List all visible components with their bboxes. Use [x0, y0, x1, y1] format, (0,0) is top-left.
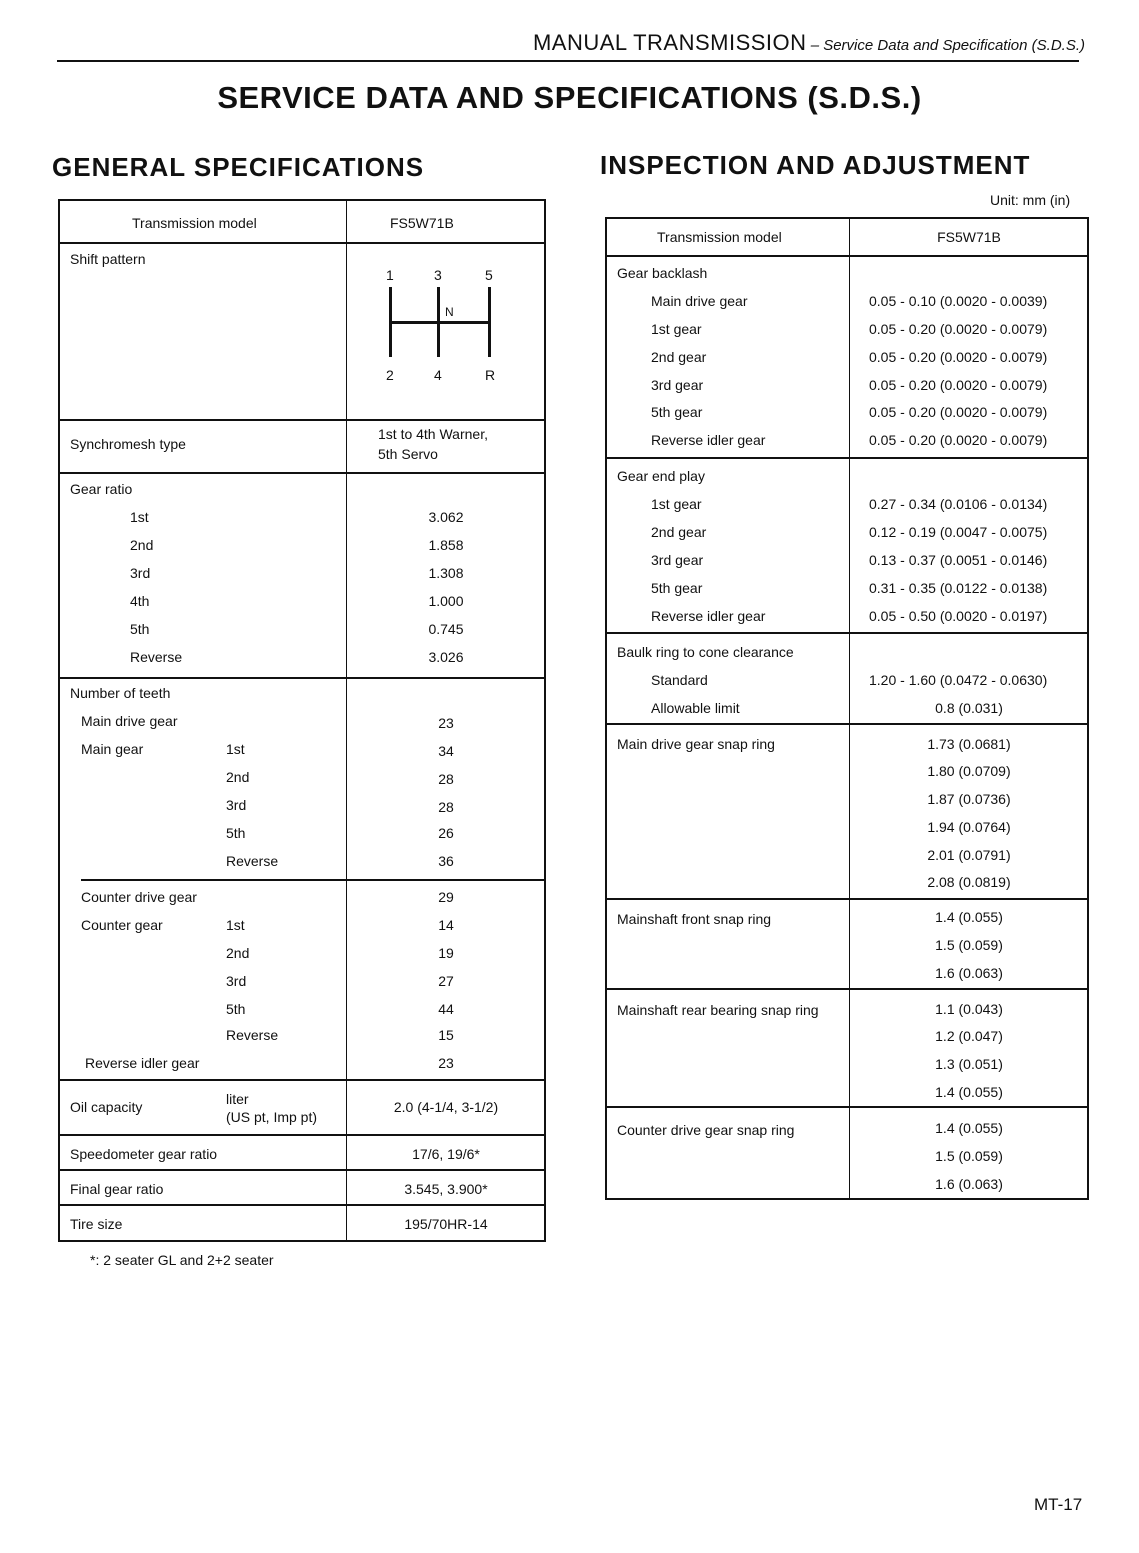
main-gear-gear: 2nd — [226, 769, 250, 785]
snap-ring-value: 1.6 (0.063) — [935, 1176, 1003, 1192]
header-rule — [57, 60, 1079, 62]
page-title: SERVICE DATA AND SPECIFICATIONS (S.D.S.) — [217, 80, 922, 115]
main-gear-gear: 1st — [226, 741, 245, 757]
main-gear-value: 28 — [438, 771, 454, 787]
snap-ring-value: 1.4 (0.055) — [935, 909, 1003, 925]
gear-ratio-gear: 4th — [130, 593, 150, 609]
baulk-ring-label: Baulk ring to cone clearance — [617, 644, 794, 660]
endplay-value: 0.05 - 0.50 (0.0020 - 0.0197) — [869, 608, 1048, 624]
baulk-ring-item: Allowable limit — [651, 700, 740, 716]
snap-ring-value: 1.1 (0.043) — [935, 1001, 1003, 1017]
backlash-item: 3rd gear — [651, 377, 704, 393]
endplay-label: Gear end play — [617, 468, 705, 484]
counter-gear-value: 44 — [438, 1001, 454, 1017]
snap-ring-value: 2.01 (0.0791) — [927, 847, 1011, 863]
footnote: *: 2 seater GL and 2+2 seater — [90, 1252, 274, 1268]
snap-ring-value: 1.2 (0.047) — [935, 1028, 1003, 1044]
general-specs-heading: GENERAL SPECIFICATIONS — [52, 152, 425, 182]
counter-gear-value: 14 — [438, 917, 454, 933]
main-gear-gear: Reverse — [226, 853, 279, 869]
endplay-value: 0.27 - 0.34 (0.0106 - 0.0134) — [869, 496, 1048, 512]
shift-pos-4: 4 — [434, 367, 442, 383]
oil-capacity-unit-2: (US pt, Imp pt) — [226, 1109, 318, 1125]
counter-gear-gear: 5th — [226, 1001, 246, 1017]
counter-gear-value: 15 — [438, 1027, 454, 1043]
main-gear-gear: 3rd — [226, 797, 247, 813]
main-drive-gear-label: Main drive gear — [81, 713, 178, 729]
backlash-item: Reverse idler gear — [651, 432, 766, 448]
counter-gear-value: 19 — [438, 945, 454, 961]
tire-size-value: 195/70HR-14 — [404, 1216, 488, 1232]
reverse-idler-gear-label: Reverse idler gear — [85, 1055, 200, 1071]
main-drive-snap-label: Main drive gear snap ring — [617, 736, 775, 752]
main-gear-value: 26 — [438, 825, 454, 841]
snap-ring-value: 1.73 (0.0681) — [927, 736, 1011, 752]
backlash-item: Main drive gear — [651, 293, 748, 309]
counter-gear-gear: Reverse — [226, 1027, 279, 1043]
inspection-table — [605, 217, 1089, 1200]
shift-gate-icon — [378, 287, 508, 357]
endplay-item: 1st gear — [651, 496, 702, 512]
endplay-value: 0.13 - 0.37 (0.0051 - 0.0146) — [869, 552, 1048, 568]
col-header-model-value: FS5W71B — [390, 215, 454, 231]
backlash-item: 1st gear — [651, 321, 702, 337]
main-gear-value: 34 — [438, 743, 454, 759]
general-specs-table — [58, 199, 546, 1242]
unit-note: Unit: mm (in) — [990, 192, 1071, 208]
counter-gear-label: Counter gear — [81, 917, 163, 933]
counter-drive-gear-value: 29 — [438, 889, 454, 905]
snap-ring-value: 1.87 (0.0736) — [927, 791, 1011, 807]
main-gear-label: Main gear — [81, 741, 144, 757]
main-gear-gear: 5th — [226, 825, 246, 841]
baulk-ring-value: 1.20 - 1.60 (0.0472 - 0.0630) — [869, 672, 1048, 688]
baulk-ring-item: Standard — [651, 672, 708, 688]
running-title: MANUAL TRANSMISSION — [532, 30, 807, 55]
shift-pos-5: 5 — [485, 267, 493, 283]
gear-ratio-gear: 1st — [130, 509, 149, 525]
oil-capacity-value: 2.0 (4-1/4, 3-1/2) — [393, 1099, 499, 1115]
gear-ratio-value: 3.062 — [428, 509, 464, 525]
snap-ring-value: 1.4 (0.055) — [935, 1120, 1003, 1136]
backlash-value: 0.05 - 0.20 (0.0020 - 0.0079) — [869, 432, 1048, 448]
running-subtitle: – Service Data and Specification (S.D.S.) — [806, 37, 1085, 54]
shift-pattern-label: Shift pattern — [70, 251, 146, 267]
gear-ratio-value: 0.745 — [428, 621, 464, 637]
mainshaft-rear-label: Mainshaft rear bearing snap ring — [617, 1002, 819, 1018]
backlash-value: 0.05 - 0.20 (0.0020 - 0.0079) — [869, 349, 1048, 365]
oil-capacity-label: Oil capacity — [70, 1099, 143, 1115]
endplay-item: 3rd gear — [651, 552, 704, 568]
counter-gear-gear: 3rd — [226, 973, 247, 989]
counter-gear-gear: 2nd — [226, 945, 250, 961]
snap-ring-value: 1.4 (0.055) — [935, 1084, 1003, 1100]
tire-size-label: Tire size — [70, 1216, 123, 1232]
running-header — [0, 30, 1085, 56]
shift-pos-r: R — [485, 367, 496, 383]
synchromesh-value-2: 5th Servo — [378, 446, 438, 462]
snap-ring-value: 1.3 (0.051) — [935, 1056, 1003, 1072]
snap-ring-value: 2.08 (0.0819) — [927, 874, 1011, 890]
reverse-idler-gear-value: 23 — [438, 1055, 454, 1071]
backlash-value: 0.05 - 0.20 (0.0020 - 0.0079) — [869, 404, 1048, 420]
shift-pattern-diagram — [378, 263, 508, 383]
teeth-label: Number of teeth — [70, 685, 171, 701]
page-number: MT-17 — [1034, 1495, 1083, 1514]
main-gear-value: 36 — [438, 853, 454, 869]
insp-col-header-value: FS5W71B — [937, 229, 1001, 245]
final-gear-label: Final gear ratio — [70, 1181, 164, 1197]
final-gear-value: 3.545, 3.900* — [404, 1181, 488, 1197]
inspection-heading: INSPECTION AND ADJUSTMENT — [600, 150, 1031, 180]
endplay-item: 2nd gear — [651, 524, 707, 540]
backlash-label: Gear backlash — [617, 265, 708, 281]
gear-ratio-gear: 3rd — [130, 565, 151, 581]
main-drive-gear-value: 23 — [438, 715, 454, 731]
baulk-ring-value: 0.8 (0.031) — [935, 700, 1003, 716]
speedometer-value: 17/6, 19/6* — [412, 1146, 480, 1162]
shift-pos-1: 1 — [386, 267, 394, 283]
snap-ring-value: 1.5 (0.059) — [935, 1148, 1003, 1164]
col-header-model-label: Transmission model — [132, 215, 257, 231]
gear-ratio-gear: Reverse — [130, 649, 183, 665]
oil-capacity-unit-1: liter — [226, 1091, 249, 1107]
snap-ring-value: 1.80 (0.0709) — [927, 763, 1011, 779]
counter-gear-gear: 1st — [226, 917, 245, 933]
backlash-item: 2nd gear — [651, 349, 707, 365]
gear-ratio-label: Gear ratio — [70, 481, 133, 497]
synchromesh-label: Synchromesh type — [70, 436, 186, 452]
snap-ring-value: 1.94 (0.0764) — [927, 819, 1011, 835]
shift-neutral: N — [445, 305, 454, 319]
backlash-item: 5th gear — [651, 404, 703, 420]
counter-drive-gear-label: Counter drive gear — [81, 889, 197, 905]
snap-ring-value: 1.5 (0.059) — [935, 937, 1003, 953]
synchromesh-value-1: 1st to 4th Warner, — [378, 426, 488, 442]
shift-pos-3: 3 — [434, 267, 442, 283]
endplay-value: 0.12 - 0.19 (0.0047 - 0.0075) — [869, 524, 1048, 540]
endplay-item: Reverse idler gear — [651, 608, 766, 624]
snap-ring-value: 1.6 (0.063) — [935, 965, 1003, 981]
backlash-value: 0.05 - 0.20 (0.0020 - 0.0079) — [869, 377, 1048, 393]
gear-ratio-value: 1.858 — [428, 537, 464, 553]
main-gear-value: 28 — [438, 799, 454, 815]
counter-drive-snap-label: Counter drive gear snap ring — [617, 1122, 795, 1138]
backlash-value: 0.05 - 0.20 (0.0020 - 0.0079) — [869, 321, 1048, 337]
gear-ratio-value: 1.000 — [428, 593, 464, 609]
backlash-value: 0.05 - 0.10 (0.0020 - 0.0039) — [869, 293, 1048, 309]
endplay-item: 5th gear — [651, 580, 703, 596]
speedometer-label: Speedometer gear ratio — [70, 1146, 218, 1162]
gear-ratio-value: 3.026 — [428, 649, 464, 665]
insp-col-header-label: Transmission model — [657, 229, 782, 245]
mainshaft-front-label: Mainshaft front snap ring — [617, 911, 772, 927]
counter-gear-value: 27 — [438, 973, 454, 989]
shift-pos-2: 2 — [386, 367, 394, 383]
gear-ratio-gear: 2nd — [130, 537, 154, 553]
gear-ratio-gear: 5th — [130, 621, 150, 637]
gear-ratio-value: 1.308 — [428, 565, 464, 581]
endplay-value: 0.31 - 0.35 (0.0122 - 0.0138) — [869, 580, 1048, 596]
